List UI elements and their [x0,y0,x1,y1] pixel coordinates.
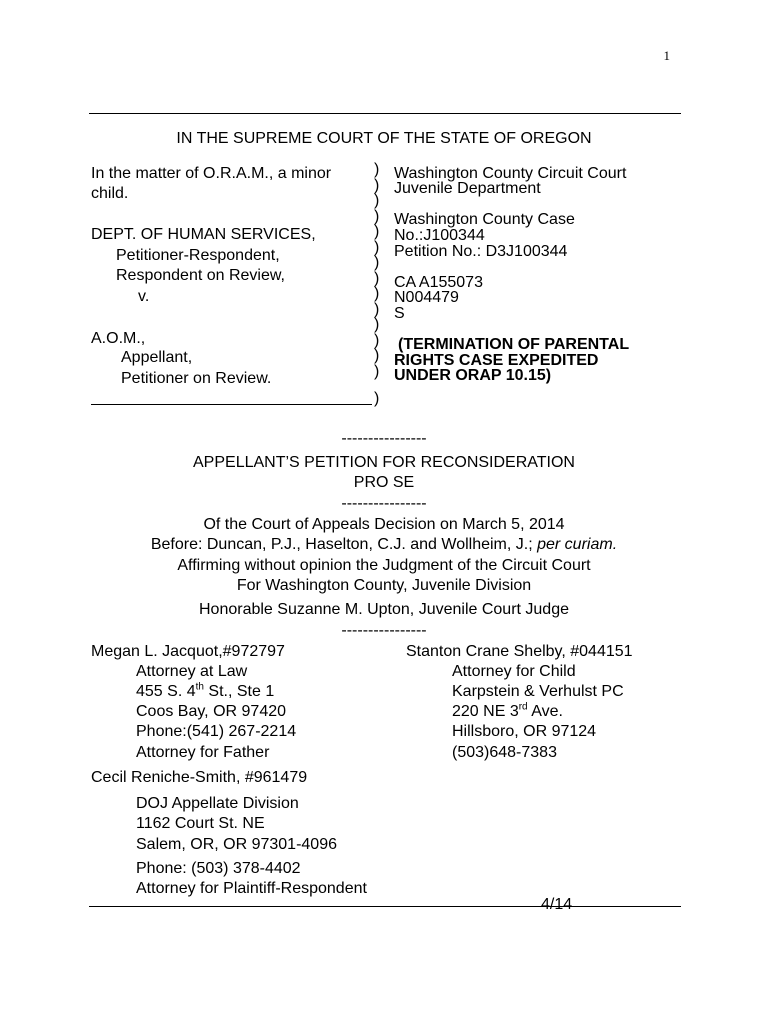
father-street-pre: 455 S. 4 [136,683,196,700]
father-attorney-street [136,682,274,702]
state-attorney-role: Attorney for Plaintiff-Respondent [136,880,367,897]
father-street-post: St., Ste 1 [203,683,275,700]
party-aom: A.O.M., [91,330,146,347]
child-street-sup: rd [518,701,528,713]
expedite-line-1: (TERMINATION OF PARENTAL [398,336,630,353]
court-line-2: Juvenile Department [394,180,541,197]
party-dhs-role-1: Petitioner-Respondent, [116,247,280,264]
party-aom-role-2: Petitioner on Review. [121,370,272,387]
party-dhs-role-2: Respondent on Review, [116,267,285,284]
expedite-line-3: UNDER ORAP 10.15) [394,367,552,384]
before-line-text: Before: Duncan, P.J., Haselton, C.J. and Wollheim, J.; [150,536,538,553]
caption-underline [91,404,372,405]
child-attorney-phone: (503)648-7383 [452,744,557,761]
petition-subtitle: PRO SE [353,474,415,491]
child-attorney-name: Stanton Crane Shelby, #044151 [406,643,633,660]
petition-no: Petition No.: D3J100344 [394,243,568,260]
state-attorney-city: Salem, OR, OR 97301-4096 [136,836,337,853]
state-attorney-phone: Phone: (503) 378-4402 [136,860,301,877]
court-line-1: Washington County Circuit Court [394,165,627,182]
page-number: 1 [663,48,670,63]
ca-number: CA A155073 [394,274,483,291]
matter-line-1: In the matter of O.R.A.M., a minor [91,165,332,182]
divider-2: ---------------- [341,495,427,512]
petition-title: APPELLANT’S PETITION FOR RECONSIDERATION [193,454,575,471]
decision-line: Of the Court of Appeals Decision on March 5, 2014 [203,516,565,533]
child-street-pre: 220 NE 3 [452,703,519,720]
father-attorney-city: Coos Bay, OR 97420 [136,703,287,720]
father-attorney-phone: Phone:(541) 267-2214 [136,723,297,740]
caption-paren-column: ) ) ) ) ) ) ) ) ) ) ) ) ) ) [374,161,380,380]
child-attorney-city: Hillsboro, OR 97124 [452,723,597,740]
father-attorney-title: Attorney at Law [136,663,248,680]
child-attorney-title: Attorney for Child [452,663,576,680]
judge-line: Honorable Suzanne M. Upton, Juvenile Court Judge [199,601,569,618]
affirming-line-2: For Washington County, Juvenile Division [236,577,532,594]
court-title: IN THE SUPREME COURT OF THE STATE OF OREGON [176,130,592,147]
top-rule [89,113,681,114]
caption-closing-paren: ) [374,390,380,407]
child-street-post: Ave. [527,703,563,720]
expedite-line-2: RIGHTS CASE EXPEDITED [394,352,599,369]
state-attorney-division: DOJ Appellate Division [136,795,299,812]
before-line [0,535,768,555]
versus: v. [138,288,150,305]
case-line-1: Washington County Case [394,211,575,228]
child-attorney-street [452,702,563,722]
affirming-line-1: Affirming without opinion the Judgment of the Circuit Court [177,557,591,574]
per-curiam: per curiam. [537,536,618,553]
father-attorney-name: Megan L. Jacquot,#972797 [91,643,285,660]
n-number: N004479 [394,289,459,306]
state-attorney-street: 1162 Court St. NE [136,815,265,832]
bottom-rule [89,906,681,907]
footer-mark: 4/14 [541,896,573,913]
matter-line-2: child. [91,185,129,202]
party-aom-role-1: Appellant, [121,349,193,366]
state-attorney-name: Cecil Reniche-Smith, #961479 [91,769,308,786]
divider-1: ---------------- [341,430,427,447]
case-line-2: No.:J100344 [394,227,485,244]
father-street-sup: th [195,681,204,693]
father-attorney-role: Attorney for Father [136,744,270,761]
divider-3: ---------------- [341,622,427,639]
child-attorney-firm: Karpstein & Verhulst PC [452,683,624,700]
s-number: S [394,305,405,322]
party-dhs: DEPT. OF HUMAN SERVICES, [91,226,316,243]
